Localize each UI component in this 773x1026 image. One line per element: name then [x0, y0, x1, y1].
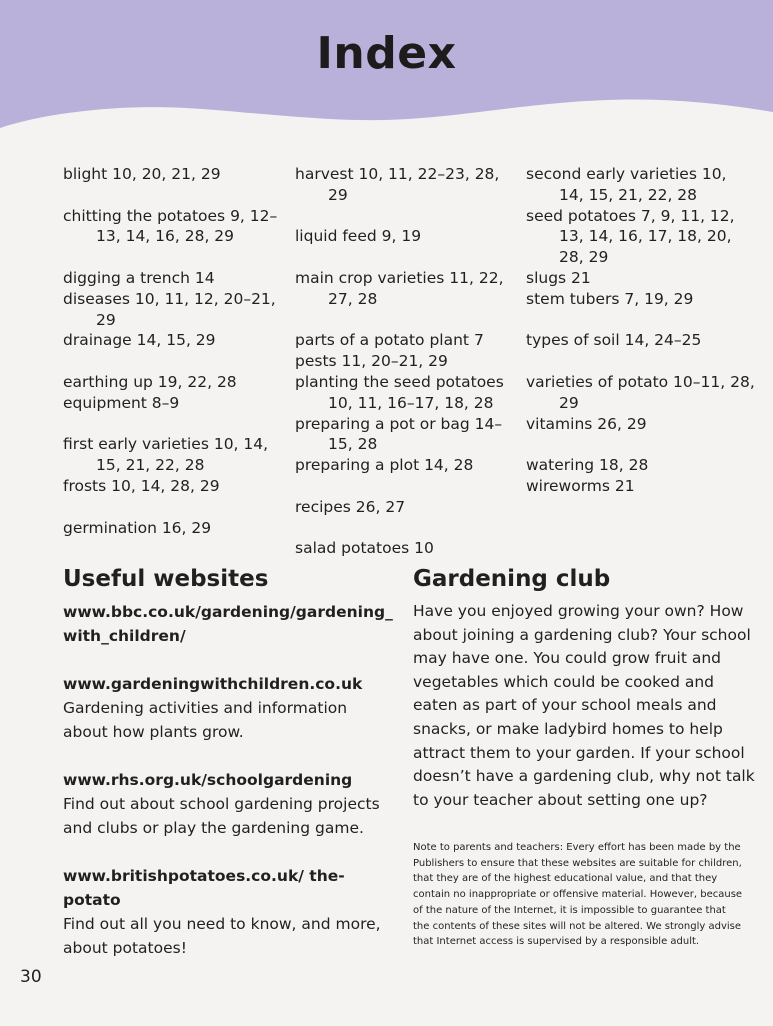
- index-entry: types of soil 14, 24–25: [526, 331, 702, 350]
- websites-heading: Useful websites: [63, 566, 269, 592]
- index-entry: frosts 10, 14, 28, 29: [63, 476, 220, 495]
- index-entry: preparing a pot or bag 14–15, 28: [295, 414, 503, 454]
- index-entry: salad potatoes 10: [295, 539, 434, 558]
- index-entry: vitamins 26, 29: [526, 414, 647, 433]
- index-entry: seed potatoes 7, 9, 11, 12, 13, 14, 16, 17, 18, 20, 28, 29: [526, 206, 735, 267]
- index-entry: stem tubers 7, 19, 29: [526, 289, 694, 308]
- index-entry: digging a trench 14: [63, 268, 215, 287]
- website-item: [63, 672, 393, 744]
- index-entry: germination 16, 29: [63, 518, 212, 537]
- website-description: Find out about school gardening projects and clubs or play the gardening game.: [63, 795, 380, 837]
- index-column-3: [526, 164, 756, 497]
- index-entry: wireworms 21: [526, 476, 635, 495]
- index-entry: harvest 10, 11, 22–23, 28, 29: [295, 165, 500, 204]
- website-link[interactable]: www.gardeningwithchildren.co.uk: [63, 675, 363, 693]
- index-column-1: [63, 164, 288, 538]
- index-entry: main crop varieties 11, 22, 27, 28: [295, 268, 504, 308]
- index-entry: parts of a potato plant 7: [295, 331, 484, 350]
- index-entry: liquid feed 9, 19: [295, 227, 422, 246]
- index-entry: diseases 10, 11, 12, 20–21, 29: [63, 289, 276, 329]
- page-title: Index: [316, 28, 457, 79]
- index-entry: drainage 14, 15, 29: [63, 331, 216, 350]
- website-description: Gardening activities and information about how plants grow.: [63, 699, 348, 741]
- page-number: 30: [20, 967, 42, 987]
- index-entry: equipment 8–9: [63, 393, 180, 412]
- websites-list: [63, 600, 393, 984]
- website-item: [63, 600, 393, 648]
- index-column-2: [295, 164, 520, 559]
- parents-note: Note to parents and teachers: Every effort has been made by the Publishers to ensure that these websites are suitable for children, that they are of the highest educational value, and that they contain no inappropriate or offensive material. However, because of the nature of the Internet, it is impossible to guarantee that the contents of these sites will not be altered. We strongly advise that Internet access is supervised by a responsible adult.: [413, 842, 743, 948]
- index-entry: watering 18, 28: [526, 456, 649, 475]
- club-paragraph: Have you enjoyed growing your own? How about joining a gardening club? Your school may have one. You could grow fruit and vegetables which could be cooked and eaten as part of your school meals and snacks, or make ladybird homes to help attract them to your garden. If your school doesn’t have a gardening club, why not talk to your teacher about setting one up?: [413, 602, 755, 809]
- index-entry: chitting the potatoes 9, 12–13, 14, 16, 28, 29: [63, 206, 278, 246]
- index-entry: recipes 26, 27: [295, 497, 406, 516]
- index-entry: blight 10, 20, 21, 29: [63, 165, 221, 183]
- index-entry: first early varieties 10, 14, 15, 21, 22, 28: [63, 435, 269, 475]
- index-entry: slugs 21: [526, 268, 591, 287]
- website-item: [63, 864, 393, 960]
- index-entry: planting the seed potatoes 10, 11, 16–17, 18, 28: [295, 372, 504, 412]
- index-entry: preparing a plot 14, 28: [295, 456, 474, 475]
- website-link[interactable]: www.bbc.co.uk/gardening/gardening_ with_children/: [63, 603, 393, 645]
- website-link[interactable]: www.britishpotatoes.co.uk/ the-potato: [63, 867, 345, 909]
- website-link[interactable]: www.rhs.org.uk/schoolgardening: [63, 771, 353, 789]
- index-entry: earthing up 19, 22, 28: [63, 372, 237, 391]
- index-entry: varieties of potato 10–11, 28, 29: [526, 372, 755, 412]
- index-entry: pests 11, 20–21, 29: [295, 352, 448, 371]
- website-description: Find out all you need to know, and more, about potatoes!: [63, 915, 381, 957]
- club-heading: Gardening club: [413, 566, 611, 592]
- website-item: [63, 768, 393, 840]
- index-entry: second early varieties 10, 14, 15, 21, 22, 28: [526, 165, 727, 204]
